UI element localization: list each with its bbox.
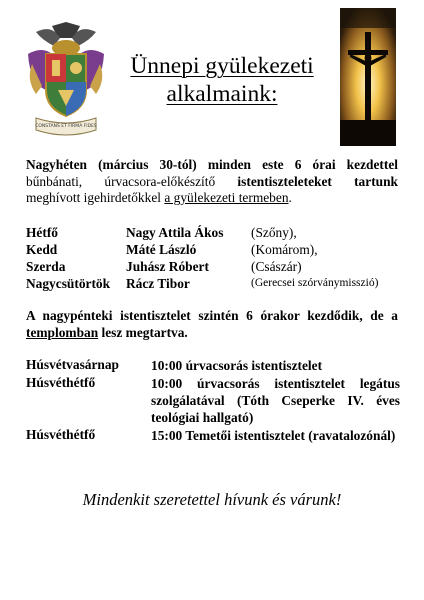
schedule-preacher: Rácz Tibor [126, 276, 190, 291]
easter-day: Húsvéthétfő [26, 427, 96, 442]
friday-location: templomban [26, 325, 99, 340]
friday-text-end: lesz megtartva. [98, 325, 188, 340]
intro-text-2: meghívott igehirdetőkkel [26, 190, 165, 205]
easter-row [26, 427, 400, 463]
friday-text: A nagypénteki istentisztelet szintén 6 órakor kezdődik, de a [26, 308, 398, 323]
schedule-preacher: Máté László [126, 242, 197, 257]
easter-day: Húsvéthétfő [26, 375, 96, 390]
schedule-row [26, 259, 406, 276]
schedule-row [26, 276, 406, 293]
schedule-place: (Császár) [251, 259, 302, 274]
intro-end: . [288, 190, 292, 205]
schedule-row [26, 225, 406, 242]
schedule-day: Kedd [26, 242, 58, 257]
title-line-1: Ünnepi gyülekezeti [130, 53, 314, 79]
easter-services [26, 357, 400, 463]
title-line-2: alkalmaink: [166, 81, 278, 107]
schedule-place: (Komárom), [251, 242, 318, 257]
schedule-day: Hétfő [26, 225, 58, 240]
coat-of-arms-image [22, 20, 110, 138]
easter-service: 15:00 Temetői istentisztelet (ravatalozónál) [151, 428, 396, 443]
schedule-preacher: Juhász Róbert [126, 259, 209, 274]
intro-emphasis: istentiszteleteket tartunk [237, 173, 398, 189]
schedule-preacher: Nagy Attila Ákos [126, 225, 224, 240]
schedule-place: (Gerecsei szórványmisszió) [251, 277, 379, 289]
easter-row [26, 357, 400, 375]
good-friday-notice [26, 307, 398, 341]
schedule-day: Nagycsütörtök [26, 276, 111, 291]
schedule-row [26, 242, 406, 259]
intro-text: bűnbánati, úrvacsora-előkészítő [26, 173, 238, 189]
intro-location: a gyülekezeti termeben [164, 190, 289, 205]
easter-service: 10:00 úrvacsorás istentisztelet legátus szolgálatával (Tóth Cseperke IV. éves teológiai hallgató) [151, 376, 400, 425]
invitation-closing: Mindenkit szeretettel hívunk és várunk! [82, 490, 342, 509]
schedule-day: Szerda [26, 259, 66, 274]
easter-service: 10:00 úrvacsorás istentisztelet [151, 358, 323, 373]
easter-row [26, 375, 400, 427]
intro-paragraph [26, 157, 398, 207]
preacher-schedule [26, 225, 406, 293]
easter-day: Húsvétvasárnap [26, 357, 120, 372]
page-title [112, 52, 332, 108]
crucifix-image [340, 8, 396, 146]
svg-text:CONSTANS ET FIRMA FIDES: CONSTANS ET FIRMA FIDES [35, 124, 97, 129]
schedule-place: (Szőny), [251, 225, 297, 240]
intro-lead: Nagyhéten (március 30-tól) minden este 6 órai kezdettel [26, 157, 398, 172]
